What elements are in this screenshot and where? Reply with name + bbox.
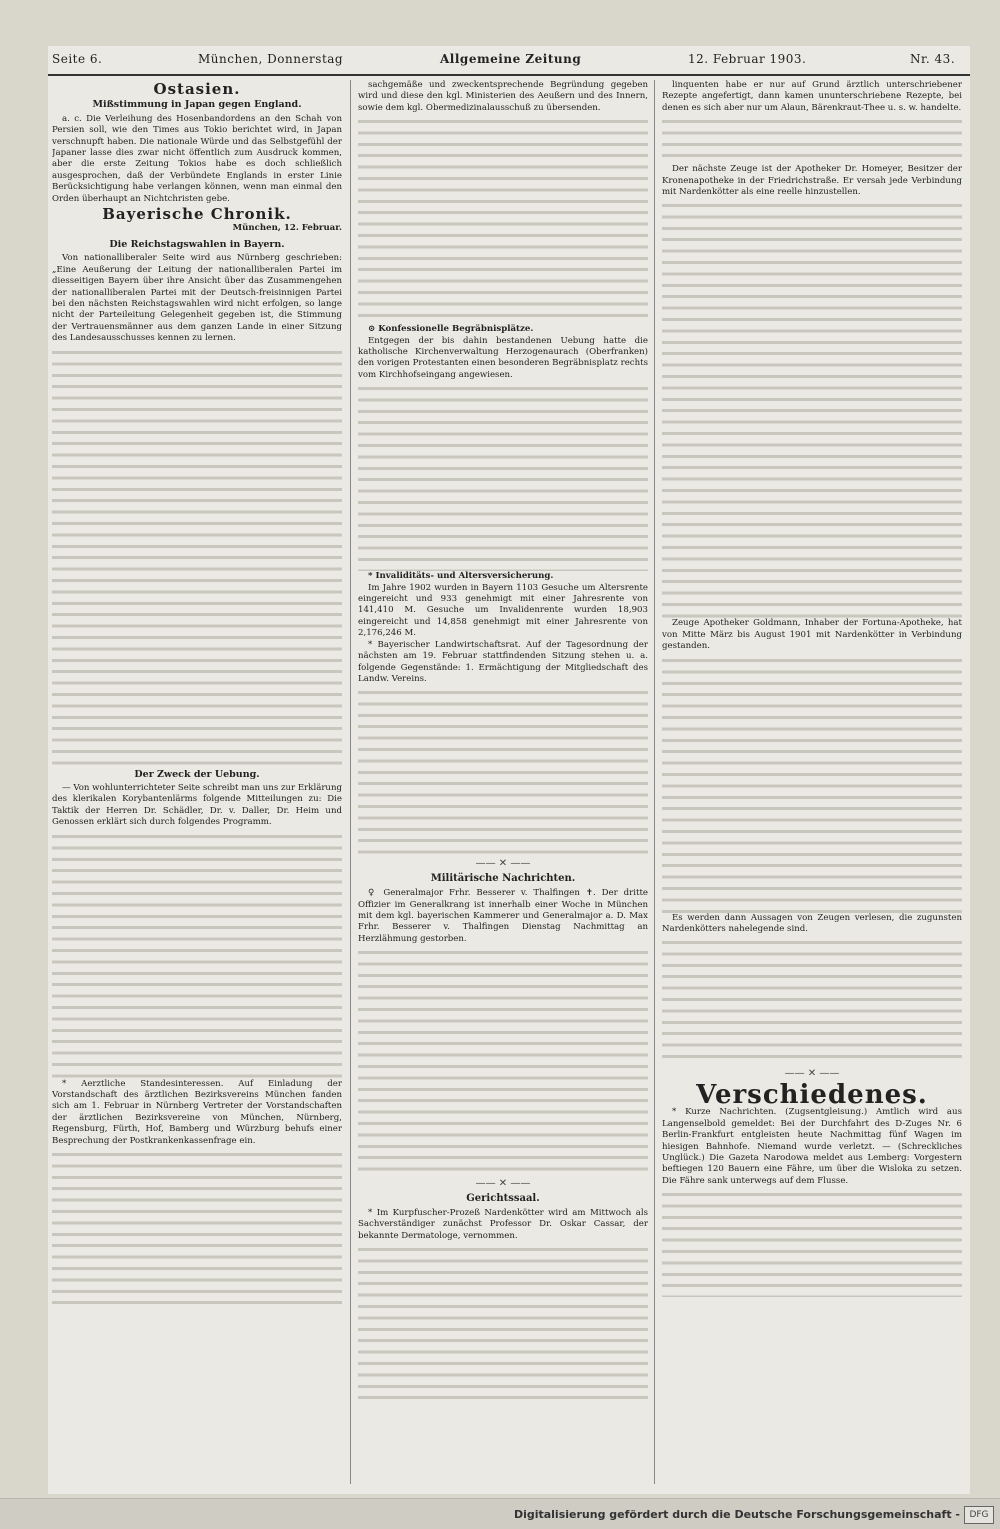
column-rule — [350, 80, 351, 1484]
column-2 — [358, 80, 648, 1484]
article-text: Es werden dann Aussagen von Zeugen verlesen, die zugunsten Nardenkötters nahelegende sind. — [662, 912, 962, 935]
article-text-body — [662, 198, 962, 618]
article-text: Im Jahre 1902 wurden in Bayern 1103 Gesuche um Altersrente eingereicht und 933 genehmigt mit einer Jahresrente von 141,410 M. Gesuche um Invalidenrente wurden 18,903 eingereicht und 14,858 genehmigt mit einer Jahresrente von 2,176,246 M. — [358, 582, 648, 639]
article-subtitle: Mißstimmung in Japan gegen England. — [92, 99, 302, 111]
section-separator: —— ✕ —— — [784, 1068, 840, 1080]
place-day: München, Donnerstag — [198, 52, 344, 66]
article-text-body — [358, 114, 648, 324]
article-text — [358, 571, 648, 582]
article-text-body — [358, 945, 648, 1175]
section-title-gerichtssaal: Gerichtssaal. — [466, 1192, 540, 1204]
issue-date: 12. Februar 1903. — [688, 52, 807, 66]
article-text: sachgemäße und zweckentsprechende Begründung gegeben wird und diese den kgl. Ministerien des Aeußern und des Innern, sowie dem kgl. Obermedizinalausschuß zu übersenden. — [358, 80, 648, 113]
column-3 — [662, 80, 962, 1484]
article-heading: ⊙ Konfessionelle Begräbnisplätze. — [368, 324, 534, 335]
article-text: Zeuge Apotheker Goldmann, Inhaber der Fortuna-Apotheke, hat von Mitte März bis August 1901 mit Nardenkötter in Verbindung gestanden. — [662, 618, 962, 652]
section-title-ostasien: Ostasien. — [153, 80, 241, 98]
dfg-logo: DFG — [964, 1506, 994, 1524]
article-subtitle: Der Zweck der Uebung. — [134, 768, 260, 780]
article-text: a. c. Die Verleihung des Hosenbandordens an den Schah von Persien soll, wie den Times aus Tokio berichtet wird, in Japan verschnupft haben. Die nationale Würde und das Selbstgefühl der Japaner lasse dies zwar nicht öffentlich zum Ausdruck kommen, aber die erste Zeitung Tokios habe es doch schließlich ausgesprochen, daß der Verbündete Englands in erster Linie Berücksichtigung habe verlangen können, wenn man einmal den Orden überhaupt an Nichtchristen gebe. — [52, 113, 342, 204]
article-text: Von nationalliberaler Seite wird aus Nürnberg geschrieben: „Eine Aeußerung der Leitung der nationalliberalen Partei im diesseitigen Bayern über ihre Ansicht über das Zusammengehen der nationalliberalen Partei mit der Deutsch-freisinnigen Partei bei den nächsten Reichstagswahlen wird nicht erfolgen, so lange nicht der Parteileitung Gelegenheit gegeben ist, die Stimmung der Vertrauensmänner aus dem ganzen Lande in einer Sitzung des Landesausschusses kennen zu lernen. — [52, 253, 342, 344]
article-text-body — [662, 935, 962, 1065]
section-title-bayerische-chronik: Bayerische Chronik. — [102, 205, 292, 224]
newspaper-page — [48, 46, 970, 1494]
funding-note: Digitalisierung gefördert durch die Deutsche Forschungsgemeinschaft - — [513, 1508, 960, 1521]
section-separator: —— ✕ —— — [475, 1178, 531, 1190]
article-text-body — [662, 114, 962, 164]
article-text: * Im Kurpfuscher-Prozeß Nardenkötter wird am Mittwoch als Sachverständiger zunächst Professor Dr. Oskar Cassar, der bekannte Dermatologe, vernommen. — [358, 1207, 648, 1241]
article-text-body — [358, 381, 648, 571]
dateline: München, 12. Februar. — [232, 223, 342, 234]
column-1 — [52, 80, 342, 1484]
article-text: Entgegen der bis dahin bestandenen Uebung hatte die katholische Kirchenverwaltung Herzogenaurach (Oberfranken) den vorigen Protestanten einen besonderen Begräbnisplatz rechts vom Kirchhofseingang angewiesen. — [358, 335, 648, 380]
section-title-militaer: Militärische Nachrichten. — [430, 872, 576, 884]
section-separator: —— ✕ —— — [475, 858, 531, 870]
article-text-body — [358, 1242, 648, 1402]
article-heading: * Invaliditäts- und Altersversicherung. — [368, 571, 554, 582]
article-text-body — [52, 1147, 342, 1307]
section-title-verschiedenes: Verschiedenes. — [696, 1079, 928, 1110]
article-text: Der nächste Zeuge ist der Apotheker Dr. Homeyer, Besitzer der Kronenapotheke in der Friedrichstraße. Er versah jede Verbindung mit Nardenkötter als eine reelle hinzustellen. — [662, 164, 962, 198]
article-subtitle: Die Reichstagswahlen in Bayern. — [109, 238, 285, 250]
article-text-body — [662, 1187, 962, 1297]
article-text-body — [358, 685, 648, 855]
article-text: * Kurze Nachrichten. (Zugsentgleisung.) Amtlich wird aus Langenselbold gemeldet: Bei der Durchfahrt des D-Zuges Nr. 6 Berlin-Frankfurt entgleisten heute Nachmittag fünf Wagen im hiesigen Bahnhofe. Niemand wurde verletzt. — (Schreckliches Unglück.) Die Gazeta Narodowa meldet aus Lemberg: Vorgestern beftiegen 120 Bauern eine Fähre, um über die Wisloka zu setzen. Die Fähre sank unterwegs auf dem Flusse. — [662, 1107, 962, 1186]
page-number: Seite 6. — [52, 52, 103, 66]
article-text: * Bayerischer Landwirtschaftsrat. Auf der Tagesordnung der nächsten am 19. Februar stattfindenden Sitzung stehen u. a. folgende Gegenstände: 1. Ermächtigung der Mitgliedschaft des Landw. Vereins. — [358, 639, 648, 684]
article-text: ♀ Generalmajor Frhr. Besserer v. Thalfingen ✝. Der dritte Offizier im Generalkrang ist innerhalb einer Woche in München mit dem kgl. bayerischen Kammerer und Generalmajor a. D. Max Frhr. Besserer v. Thalfingen Dienstag Nachmittag an Herzlähmung gestorben. — [358, 888, 648, 944]
column-rule — [654, 80, 655, 1484]
article-text-body — [662, 653, 962, 913]
masthead — [48, 46, 970, 76]
newspaper-title: Allgemeine Zeitung — [440, 52, 582, 66]
article-text: — Von wohlunterrichteter Seite schreibt man uns zur Erklärung des klerikalen Korybantenlärms folgende Mitteilungen zu: Die Taktik der Herren Dr. Schädler, Dr. v. Daller, Dr. Heim und Genossen erklärt sich durch folgendes Programm. — [52, 782, 342, 828]
article-text-body — [52, 829, 342, 1079]
issue-number: Nr. 43. — [910, 52, 956, 66]
article-text — [358, 324, 648, 335]
article-text-body — [52, 345, 342, 765]
article-text: * Aerztliche Standesinteressen. Auf Einladung der Vorstandschaft des ärztlichen Bezirksvereins München fanden sich am 1. Februar in Nürnberg Vertreter der Vorstandschaften der ärztlichen Bezirksvereine von München, Nürnberg, Regensburg, Fürth, Hof, Bamberg und Würzburg behufs einer Besprechung der Postkrankenkassenfrage ein. — [52, 1078, 342, 1146]
article-text: linquenten habe er nur auf Grund ärztlich unterschriebener Rezepte angefertigt, dann kamen ununterschriebene Rezepte, bei denen es sich aber nur um Alaun, Bärenkraut-Thee u. s. w. handelte. — [662, 80, 962, 113]
digitization-footer — [0, 1498, 1000, 1529]
